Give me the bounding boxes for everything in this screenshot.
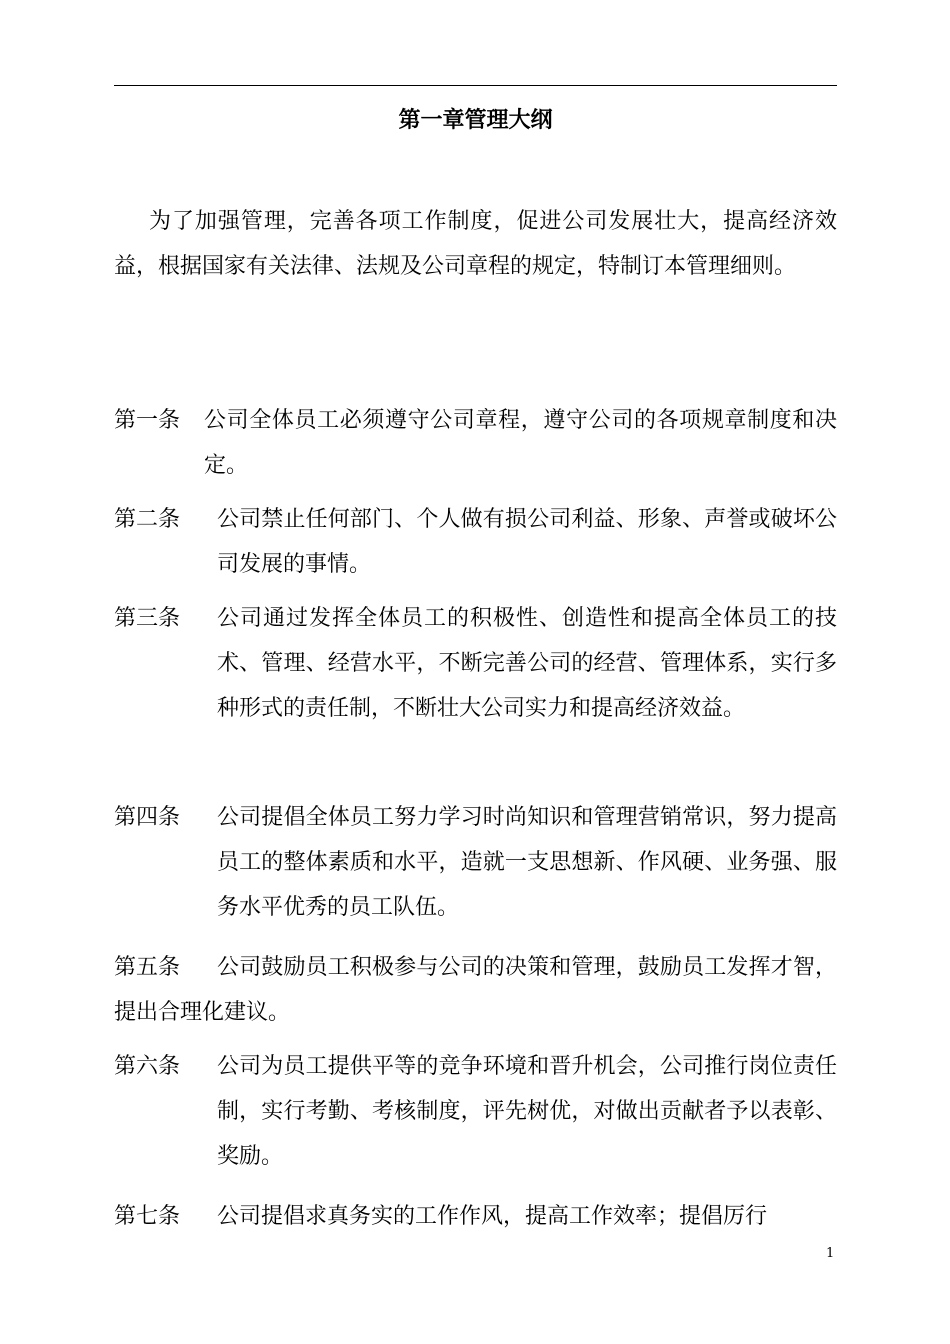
article-4 [114,795,837,930]
article-text: 公司提倡全体员工努力学习时尚知识和管理营销常识，努力提高员工的整体素质和水平，造就一支思想新、作风硬、业务强、服务水平优秀的员工队伍。 [217,805,837,920]
page-number: 1 [826,1246,835,1261]
article-5 [114,945,837,1035]
article-text: 公司鼓励员工积极参与公司的决策和管理，鼓励员工发挥才智，提出合理化建议。 [114,955,837,1025]
article-number: 第一条 [114,408,181,433]
article-text: 公司全体员工必须遵守公司章程，遵守公司的各项规章制度和决定。 [204,408,837,478]
article-number: 第二条 [114,507,181,532]
article-6 [114,1044,837,1179]
article-number: 第六条 [114,1054,181,1079]
article-text: 公司禁止任何部门、个人做有损公司利益、形象、声誉或破坏公司发展的事情。 [217,507,837,577]
article-text: 公司通过发挥全体员工的积极性、创造性和提高全体员工的技术、管理、经营水平，不断完善公司的经营、管理体系，实行多种形式的责任制，不断壮大公司实力和提高经济效益。 [217,606,837,721]
article-number: 第五条 [114,955,181,980]
chapter-title: 第一章管理大纲 [398,108,553,133]
header-rule [114,85,837,86]
article-text: 公司为员工提供平等的竞争环境和晋升机会，公司推行岗位责任制，实行考勤、考核制度，评先树优，对做出贡献者予以表彰、奖励。 [217,1054,837,1169]
intro-paragraph: 为了加强管理，完善各项工作制度，促进公司发展壮大，提高经济效益，根据国家有关法律、法规及公司章程的规定，特制订本管理细则。 [114,209,837,279]
article-7 [114,1194,837,1239]
article-number: 第七条 [114,1204,181,1229]
article-3 [114,596,837,731]
article-text: 公司提倡求真务实的工作作风，提高工作效率；提倡厉行 [217,1204,768,1229]
article-2 [114,497,837,587]
article-number: 第三条 [114,606,181,631]
article-number: 第四条 [114,805,181,830]
article-1 [114,398,837,488]
